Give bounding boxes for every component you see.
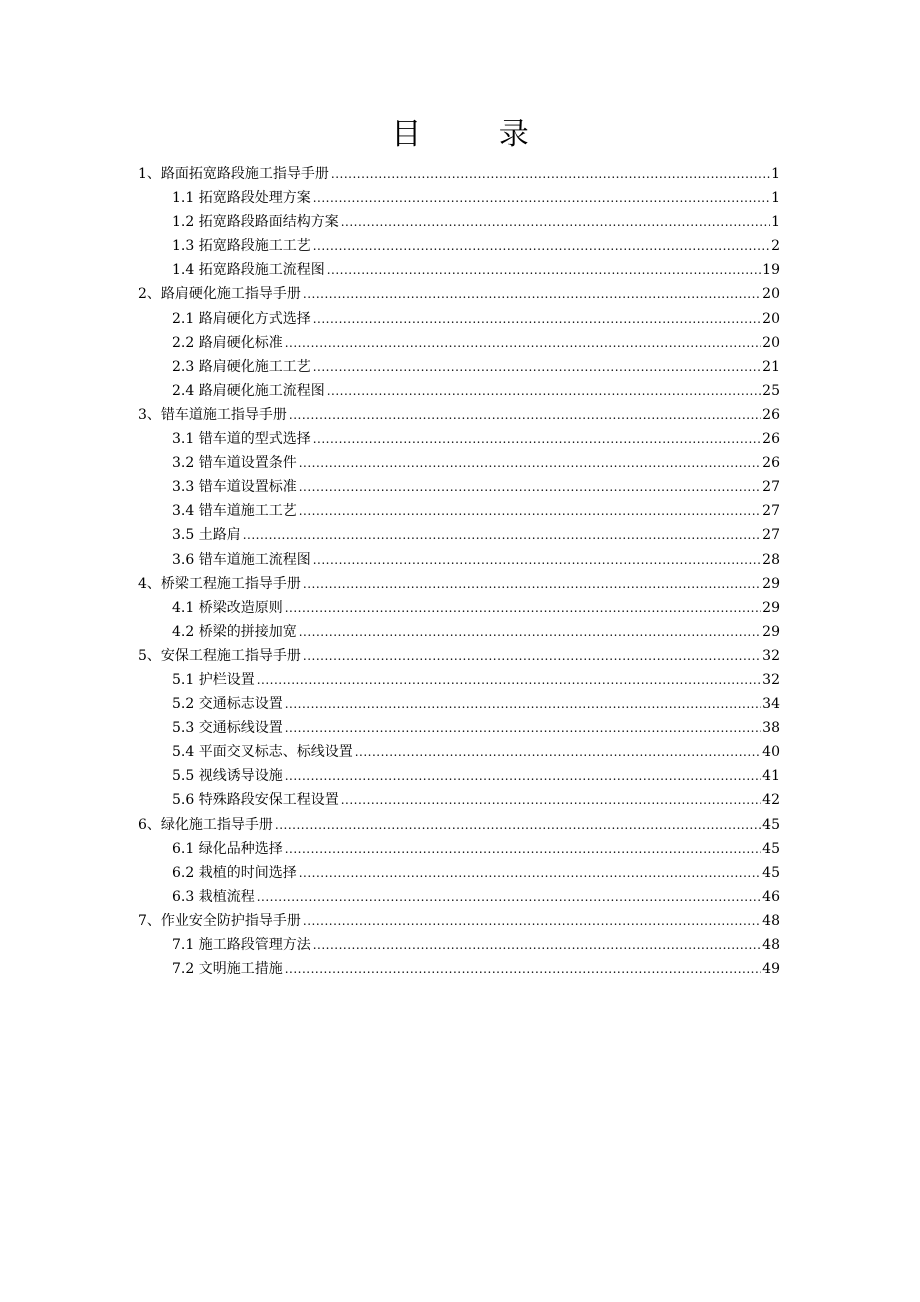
- toc-entry-label: 1.2 拓宽路段路面结构方案: [172, 214, 339, 231]
- toc-entry-label: 7.2 文明施工措施: [172, 961, 283, 978]
- toc-section-entry[interactable]: [138, 740, 780, 764]
- toc-section-entry[interactable]: [138, 475, 780, 499]
- toc-page-number: 2: [771, 238, 780, 255]
- toc-page-number: 25: [762, 382, 780, 399]
- toc-dot-leader: [275, 813, 761, 837]
- toc-section-entry[interactable]: [138, 258, 780, 282]
- toc-entry-label: 1.4 拓宽路段施工流程图: [172, 262, 325, 279]
- toc-page-number: 26: [762, 406, 780, 423]
- toc-page-number: 29: [762, 599, 780, 616]
- toc-section-entry[interactable]: [138, 548, 780, 572]
- toc-entry-label: 2、路肩硬化施工指导手册: [138, 286, 301, 303]
- toc-chapter-entry[interactable]: [138, 813, 780, 837]
- toc-section-entry[interactable]: [138, 499, 780, 523]
- toc-page-number: 41: [762, 768, 780, 785]
- toc-page-number: 20: [762, 334, 780, 351]
- toc-page-number: 40: [762, 744, 780, 761]
- toc-page-number: 48: [762, 912, 780, 929]
- toc-dot-leader: [313, 186, 770, 210]
- toc-page-number: 45: [762, 840, 780, 857]
- toc-dot-leader: [313, 234, 770, 258]
- toc-entry-label: 5.3 交通标线设置: [172, 720, 283, 737]
- toc-dot-leader: [341, 788, 761, 812]
- toc-page-number: 34: [762, 696, 780, 713]
- toc-dot-leader: [303, 572, 761, 596]
- toc-dot-leader: [303, 909, 761, 933]
- toc-entry-label: 7.1 施工路段管理方法: [172, 937, 311, 953]
- toc-dot-leader: [327, 379, 761, 403]
- toc-chapter-entry[interactable]: [138, 644, 780, 668]
- toc-section-entry[interactable]: [138, 957, 780, 981]
- toc-dot-leader: [285, 957, 761, 981]
- toc-page-number: 29: [762, 575, 780, 592]
- toc-dot-leader: [341, 210, 770, 234]
- toc-chapter-entry[interactable]: [138, 162, 780, 186]
- toc-entry-label: 5.1 护栏设置: [172, 671, 255, 688]
- toc-section-entry[interactable]: [138, 620, 780, 644]
- toc-entry-label: 3.5 土路肩: [172, 527, 241, 544]
- toc-page-number: 1: [771, 214, 780, 231]
- toc-page-number: 28: [762, 551, 780, 568]
- toc-dot-leader: [257, 668, 761, 692]
- toc-dot-leader: [299, 475, 761, 499]
- toc-dot-leader: [299, 499, 761, 523]
- toc-entry-label: 5.2 交通标志设置: [172, 696, 283, 713]
- toc-section-entry[interactable]: [138, 668, 780, 692]
- toc-dot-leader: [257, 885, 761, 909]
- toc-entry-label: 3.1 错车道的型式选择: [172, 431, 311, 448]
- toc-dot-leader: [313, 355, 761, 379]
- toc-page-number: 20: [762, 310, 780, 327]
- toc-section-entry[interactable]: [138, 596, 780, 620]
- toc-entry-label: 2.1 路肩硬化方式选择: [172, 310, 311, 327]
- toc-dot-leader: [289, 403, 761, 427]
- toc-section-entry[interactable]: [138, 885, 780, 909]
- toc-section-entry[interactable]: [138, 716, 780, 740]
- toc-page-number: 1: [771, 166, 780, 182]
- toc-dot-leader: [285, 716, 761, 740]
- toc-page-number: 27: [762, 503, 780, 520]
- toc-entry-label: 4.2 桥梁的拼接加宽: [172, 623, 297, 640]
- toc-entry-label: 5.5 视线诱导设施: [172, 768, 283, 785]
- toc-section-entry[interactable]: [138, 186, 780, 210]
- toc-chapter-entry[interactable]: [138, 572, 780, 596]
- toc-entry-label: 3.3 错车道设置标准: [172, 479, 297, 496]
- toc-entry-label: 6.1 绿化品种选择: [172, 840, 283, 857]
- toc-section-entry[interactable]: [138, 210, 780, 234]
- toc-dot-leader: [313, 427, 761, 451]
- toc-entry-label: 3.4 错车道施工工艺: [172, 503, 297, 520]
- toc-page-number: 48: [762, 937, 780, 953]
- toc-dot-leader: [313, 307, 761, 331]
- toc-entry-label: 1.1 拓宽路段处理方案: [172, 190, 311, 207]
- toc-entry-label: 2.4 路肩硬化施工流程图: [172, 382, 325, 399]
- toc-chapter-entry[interactable]: [138, 282, 780, 306]
- toc-page-number: 27: [762, 479, 780, 496]
- toc-entry-label: 6、绿化施工指导手册: [138, 816, 273, 833]
- toc-page-number: 42: [762, 792, 780, 809]
- toc-entry-label: 6.3 栽植流程: [172, 888, 255, 905]
- toc-entry-label: 2.3 路肩硬化施工工艺: [172, 358, 311, 375]
- toc-dot-leader: [285, 764, 761, 788]
- toc-entry-label: 2.2 路肩硬化标准: [172, 334, 283, 351]
- toc-dot-leader: [331, 162, 770, 186]
- toc-section-entry[interactable]: [138, 355, 780, 379]
- toc-dot-leader: [285, 331, 761, 355]
- toc-page-number: 20: [762, 286, 780, 303]
- toc-entry-label: 4.1 桥梁改造原则: [172, 599, 283, 616]
- toc-section-entry[interactable]: [138, 692, 780, 716]
- toc-section-entry[interactable]: [138, 451, 780, 475]
- toc-entry-label: 3.6 错车道施工流程图: [172, 551, 311, 568]
- toc-section-entry[interactable]: [138, 234, 780, 258]
- toc-page-number: 21: [762, 358, 780, 375]
- toc-entry-label: 1、路面拓宽路段施工指导手册: [138, 166, 329, 182]
- toc-chapter-entry[interactable]: [138, 909, 780, 933]
- toc-section-entry[interactable]: [138, 933, 780, 957]
- toc-section-entry[interactable]: [138, 764, 780, 788]
- toc-page-number: 26: [762, 455, 780, 472]
- toc-page-number: 49: [762, 961, 780, 978]
- toc-dot-leader: [303, 282, 761, 306]
- page-title: 目 录: [391, 117, 563, 152]
- toc-page-number: 46: [762, 888, 780, 905]
- toc-page-number: 38: [762, 720, 780, 737]
- toc-entry-label: 4、桥梁工程施工指导手册: [138, 575, 301, 592]
- toc-section-entry[interactable]: [138, 331, 780, 355]
- toc-entry-label: 5.4 平面交叉标志、标线设置: [172, 744, 353, 761]
- toc-page-number: 1: [771, 190, 780, 207]
- toc-page-number: 26: [762, 431, 780, 448]
- toc-dot-leader: [313, 933, 761, 957]
- toc-page-number: 32: [762, 671, 780, 688]
- toc-dot-leader: [299, 451, 761, 475]
- toc-dot-leader: [355, 740, 761, 764]
- toc-entry-label: 7、作业安全防护指导手册: [138, 912, 301, 929]
- toc-dot-leader: [313, 548, 761, 572]
- toc-entry-label: 3、错车道施工指导手册: [138, 406, 287, 423]
- toc-dot-leader: [285, 596, 761, 620]
- toc-section-entry[interactable]: [138, 427, 780, 451]
- toc-section-entry[interactable]: [138, 788, 780, 812]
- toc-dot-leader: [303, 644, 761, 668]
- toc-entry-label: 1.3 拓宽路段施工工艺: [172, 238, 311, 255]
- toc-page-number: 32: [762, 647, 780, 664]
- toc-entry-label: 5.6 特殊路段安保工程设置: [172, 792, 339, 809]
- toc-chapter-entry[interactable]: [138, 403, 780, 427]
- toc-page-number: 19: [762, 262, 780, 279]
- toc-section-entry[interactable]: [138, 379, 780, 403]
- table-of-contents: [138, 162, 780, 981]
- toc-page-number: 45: [762, 816, 780, 833]
- toc-dot-leader: [299, 861, 761, 885]
- toc-entry-label: 3.2 错车道设置条件: [172, 455, 297, 472]
- toc-dot-leader: [285, 692, 761, 716]
- toc-page-number: 27: [762, 527, 780, 544]
- toc-entry-label: 6.2 栽植的时间选择: [172, 864, 297, 881]
- toc-dot-leader: [299, 620, 761, 644]
- toc-dot-leader: [327, 258, 761, 282]
- toc-dot-leader: [243, 523, 761, 547]
- toc-section-entry[interactable]: [138, 307, 780, 331]
- toc-entry-label: 5、安保工程施工指导手册: [138, 647, 301, 664]
- toc-page-number: 45: [762, 864, 780, 881]
- toc-page-number: 29: [762, 623, 780, 640]
- toc-section-entry[interactable]: [138, 837, 780, 861]
- toc-section-entry[interactable]: [138, 861, 780, 885]
- toc-section-entry[interactable]: [138, 523, 780, 547]
- toc-dot-leader: [285, 837, 761, 861]
